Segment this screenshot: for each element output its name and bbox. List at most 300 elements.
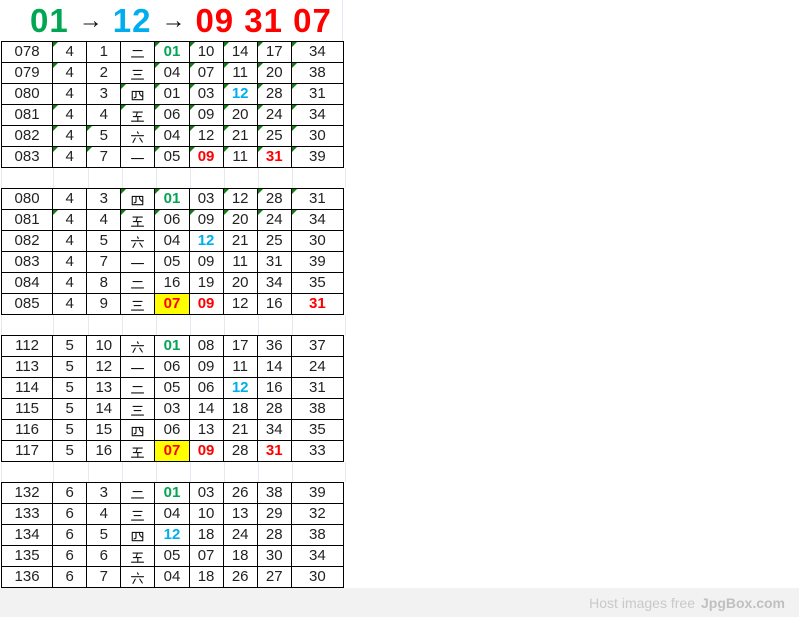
number-cell: 34 [257,420,291,441]
error-corner-icon [155,42,160,47]
seq-cell: 13 [87,378,121,399]
number-cell: 24 [257,210,291,231]
weekday-cell [121,294,155,315]
table-row [2,231,344,252]
faint-gridline [293,168,346,188]
faint-gridline [293,315,346,335]
number-cell: 09 [189,294,223,315]
error-corner-icon [155,189,160,194]
weekday-char-glyph [130,340,145,355]
number-cell: 03 [189,189,223,210]
number-cell: 31 [291,84,343,105]
error-corner-icon [190,63,195,68]
number-cell: 29 [257,504,291,525]
number-cell: 09 [189,210,223,231]
number-cell: 06 [189,378,223,399]
table-row [2,546,344,567]
faint-gridline [89,462,123,482]
weekday-cell [121,525,155,546]
number-cell: 35 [291,420,343,441]
error-corner-icon [292,147,297,152]
number-cell: 20 [223,210,257,231]
watermark-brand-link[interactable]: JpgBox.com [700,594,785,611]
number-cell: 18 [223,399,257,420]
faint-gridline [259,315,293,335]
header-number-cyan: 12 [112,1,152,39]
error-corner-icon [258,126,263,131]
number-cell: 26 [223,567,257,588]
header-number-red: 09 31 07 [195,1,332,39]
number-cell: 14 [189,399,223,420]
table-row [2,357,344,378]
number-cell: 34 [291,546,343,567]
error-corner-icon [190,210,195,215]
number-cell: 34 [291,210,343,231]
number-cell: 14 [223,42,257,63]
faint-gridline [123,462,157,482]
error-corner-icon [224,63,229,68]
faint-gridline [89,315,123,335]
number-cell: 07 [189,63,223,84]
error-corner-icon [224,42,229,47]
row-id-cell: 112 [2,336,53,357]
weekday-cell [121,147,155,168]
row-id-cell: 113 [2,357,53,378]
faint-gridline [259,168,293,188]
table-row [2,441,344,462]
number-cell: 31 [291,294,343,315]
error-corner-icon [258,63,263,68]
weekday-cell [121,567,155,588]
seq-cell: 8 [87,273,121,294]
error-corner-icon [224,189,229,194]
seq-cell: 3 [87,84,121,105]
number-cell: 12 [189,126,223,147]
error-corner-icon [53,42,58,47]
number-cell: 13 [223,504,257,525]
weekday-char-glyph [130,88,145,103]
error-corner-icon [292,42,297,47]
number-cell: 28 [257,525,291,546]
weekday-char-glyph [130,403,145,418]
error-corner-icon [53,63,58,68]
number-cell: 05 [155,147,189,168]
number-cell: 16 [155,273,189,294]
row-id-cell: 079 [2,63,53,84]
number-cell: 12 [155,525,189,546]
number-cell: 18 [189,525,223,546]
table-row [2,42,344,63]
number-cell: 31 [291,378,343,399]
weekday-cell [121,273,155,294]
seq-cell: 3 [87,483,121,504]
row-id-cell: 082 [2,231,53,252]
number-cell: 16 [257,294,291,315]
lottery-sheet [0,41,799,609]
row-id-cell: 114 [2,378,53,399]
error-corner-icon [121,189,126,194]
number-cell: 32 [291,504,343,525]
seq-cell: 1 [87,42,121,63]
seq-cell: 9 [87,294,121,315]
error-corner-icon [190,42,195,47]
table-row [2,294,344,315]
error-corner-icon [53,105,58,110]
error-corner-icon [155,126,160,131]
table-row [2,336,344,357]
seq-cell: 5 [87,525,121,546]
header-sequence [0,0,799,41]
row-id-cell: 133 [2,504,53,525]
number-cell: 18 [189,567,223,588]
header-number-green: 01 [30,1,69,39]
number-cell: 11 [223,357,257,378]
number-cell: 03 [189,84,223,105]
number-cell: 11 [223,147,257,168]
number-cell: 36 [257,336,291,357]
weekday-cell [121,63,155,84]
faint-gridline [54,462,89,482]
faint-gridline [54,315,89,335]
error-corner-icon [258,147,263,152]
number-cell: 37 [291,336,343,357]
faint-gridline [191,168,225,188]
seq-cell: 12 [87,357,121,378]
number-cell: 03 [189,483,223,504]
group-cell: 4 [53,126,87,147]
weekday-cell [121,231,155,252]
seq-cell: 2 [87,63,121,84]
number-cell: 24 [257,105,291,126]
group-cell: 6 [53,546,87,567]
number-cell: 11 [223,63,257,84]
table-row [2,504,344,525]
error-corner-icon [224,105,229,110]
number-cell: 20 [223,273,257,294]
seq-cell: 6 [87,546,121,567]
number-cell: 31 [257,147,291,168]
weekday-cell [121,399,155,420]
row-id-cell: 084 [2,273,53,294]
group-cell: 4 [53,105,87,126]
table-row [2,378,344,399]
row-id-cell: 082 [2,126,53,147]
group-cell: 5 [53,399,87,420]
row-id-cell: 083 [2,252,53,273]
error-corner-icon [121,105,126,110]
table-row [2,525,344,546]
number-cell: 03 [155,399,189,420]
error-corner-icon [155,84,160,89]
weekday-char-glyph [130,508,145,523]
error-corner-icon [190,84,195,89]
number-cell: 26 [223,483,257,504]
number-cell: 01 [155,42,189,63]
group-cell: 4 [53,63,87,84]
number-cell: 20 [223,105,257,126]
number-cell: 31 [291,189,343,210]
number-cell: 20 [257,63,291,84]
number-cell: 30 [291,231,343,252]
group-cell: 4 [53,231,87,252]
number-cell: 06 [155,210,189,231]
error-corner-icon [258,84,263,89]
error-corner-icon [190,126,195,131]
table-row [2,399,344,420]
faint-gridline [123,168,157,188]
table-row [2,189,344,210]
number-cell: 12 [223,84,257,105]
weekday-char-glyph [130,445,145,460]
weekday-cell [121,84,155,105]
weekday-cell [121,441,155,462]
number-cell: 05 [155,546,189,567]
table-row [2,252,344,273]
group-cell: 5 [53,357,87,378]
weekday-char-glyph [130,487,145,502]
number-cell: 39 [291,147,343,168]
error-corner-icon [292,84,297,89]
number-cell: 31 [257,252,291,273]
weekday-cell [121,546,155,567]
block-gap-row [1,168,799,188]
number-cell: 04 [155,126,189,147]
error-corner-icon [224,147,229,152]
error-corner-icon [190,105,195,110]
seq-cell: 10 [87,336,121,357]
weekday-cell [121,252,155,273]
seq-cell: 5 [87,231,121,252]
number-cell: 34 [257,273,291,294]
table-row [2,210,344,231]
faint-gridline [157,315,191,335]
table-row [2,63,344,84]
number-cell: 28 [257,84,291,105]
number-cell: 28 [257,189,291,210]
block-gap-row [1,462,799,482]
number-cell: 31 [257,441,291,462]
number-cell: 09 [189,105,223,126]
table-row [2,147,344,168]
seq-cell: 4 [87,210,121,231]
weekday-cell [121,483,155,504]
weekday-cell [121,357,155,378]
number-cell: 09 [189,252,223,273]
group-cell: 4 [53,273,87,294]
number-cell: 18 [223,546,257,567]
error-corner-icon [224,84,229,89]
error-corner-icon [87,147,92,152]
weekday-cell [121,210,155,231]
number-cell: 09 [189,147,223,168]
weekday-char-glyph [130,235,145,250]
row-id-cell: 080 [2,84,53,105]
number-cell: 04 [155,504,189,525]
number-cell: 24 [223,525,257,546]
weekday-char-glyph [130,67,145,82]
error-corner-icon [258,189,263,194]
number-cell: 21 [223,231,257,252]
faint-gridline [191,315,225,335]
group-cell: 5 [53,441,87,462]
number-cell: 09 [189,357,223,378]
faint-gridline [225,315,259,335]
number-cell: 12 [223,294,257,315]
error-corner-icon [292,126,297,131]
error-corner-icon [292,63,297,68]
table-row [2,126,344,147]
faint-gridline [225,168,259,188]
weekday-char-glyph [130,277,145,292]
error-corner-icon [258,42,263,47]
error-corner-icon [190,147,195,152]
lottery-table-block-2 [1,188,344,315]
seq-cell: 5 [87,126,121,147]
row-id-cell: 080 [2,189,53,210]
number-cell: 01 [155,336,189,357]
row-id-cell: 083 [2,147,53,168]
number-cell: 01 [155,483,189,504]
row-id-cell: 078 [2,42,53,63]
row-id-cell: 134 [2,525,53,546]
arrow-right-icon: → [161,6,186,34]
number-cell: 27 [257,567,291,588]
number-cell: 09 [189,441,223,462]
faint-gridline [225,462,259,482]
number-cell: 07 [155,294,189,315]
weekday-char-glyph [130,46,145,61]
table-row [2,84,344,105]
weekday-cell [121,126,155,147]
row-id-cell: 081 [2,210,53,231]
number-cell: 30 [257,546,291,567]
weekday-cell [121,42,155,63]
group-cell: 4 [53,252,87,273]
group-cell: 4 [53,189,87,210]
seq-cell: 4 [87,105,121,126]
number-cell: 10 [189,504,223,525]
number-cell: 06 [155,420,189,441]
seq-cell: 7 [87,147,121,168]
row-id-cell: 136 [2,567,53,588]
number-cell: 11 [223,252,257,273]
number-cell: 07 [189,546,223,567]
weekday-char-glyph [130,298,145,313]
number-cell: 21 [223,420,257,441]
number-cell: 35 [291,273,343,294]
error-corner-icon [224,126,229,131]
row-id-cell: 115 [2,399,53,420]
number-cell: 07 [155,441,189,462]
lottery-table-block-3 [1,335,344,462]
number-cell: 04 [155,231,189,252]
group-cell: 4 [53,294,87,315]
seq-cell: 16 [87,441,121,462]
group-cell: 4 [53,147,87,168]
number-cell: 25 [257,126,291,147]
number-cell: 05 [155,378,189,399]
faint-gridline [293,462,346,482]
number-cell: 04 [155,63,189,84]
error-corner-icon [155,105,160,110]
group-cell: 6 [53,567,87,588]
number-cell: 28 [223,441,257,462]
error-corner-icon [292,105,297,110]
faint-gridline [89,168,123,188]
error-corner-icon [53,210,58,215]
faint-gridline [191,462,225,482]
group-cell: 4 [53,210,87,231]
number-cell: 14 [257,357,291,378]
group-cell: 5 [53,420,87,441]
header-gridline [342,0,343,41]
weekday-char-glyph [130,214,145,229]
error-corner-icon [87,126,92,131]
number-cell: 01 [155,189,189,210]
number-cell: 16 [257,378,291,399]
number-cell: 33 [291,441,343,462]
error-corner-icon [155,210,160,215]
row-id-cell: 116 [2,420,53,441]
number-cell: 28 [257,399,291,420]
number-cell: 38 [291,525,343,546]
number-cell: 38 [291,399,343,420]
number-cell: 12 [223,189,257,210]
group-cell: 6 [53,483,87,504]
error-corner-icon [121,210,126,215]
row-id-cell: 117 [2,441,53,462]
weekday-cell [121,378,155,399]
error-corner-icon [155,147,160,152]
faint-gridline [259,462,293,482]
weekday-char-glyph [130,130,145,145]
number-cell: 17 [257,42,291,63]
number-cell: 21 [223,126,257,147]
seq-cell: 7 [87,252,121,273]
weekday-char-glyph [130,571,145,586]
seq-cell: 3 [87,189,121,210]
group-cell: 4 [53,42,87,63]
weekday-cell [121,420,155,441]
number-cell: 39 [291,252,343,273]
number-cell: 06 [155,357,189,378]
number-cell: 19 [189,273,223,294]
row-id-cell: 132 [2,483,53,504]
group-cell: 5 [53,378,87,399]
number-cell: 17 [223,336,257,357]
number-cell: 08 [189,336,223,357]
number-cell: 25 [257,231,291,252]
weekday-cell [121,336,155,357]
watermark-text: Host images free [589,594,695,611]
table-row [2,273,344,294]
faint-gridline [123,315,157,335]
number-cell: 06 [155,105,189,126]
number-cell: 39 [291,483,343,504]
number-cell: 30 [291,567,343,588]
number-cell: 13 [189,420,223,441]
group-cell: 5 [53,336,87,357]
table-row [2,567,344,588]
error-corner-icon [292,189,297,194]
number-cell: 34 [291,105,343,126]
watermark-bar [0,588,799,617]
faint-gridline [157,462,191,482]
error-corner-icon [258,210,263,215]
number-cell: 01 [155,84,189,105]
block-gap-row [1,315,799,335]
arrow-right-icon: → [78,6,103,34]
